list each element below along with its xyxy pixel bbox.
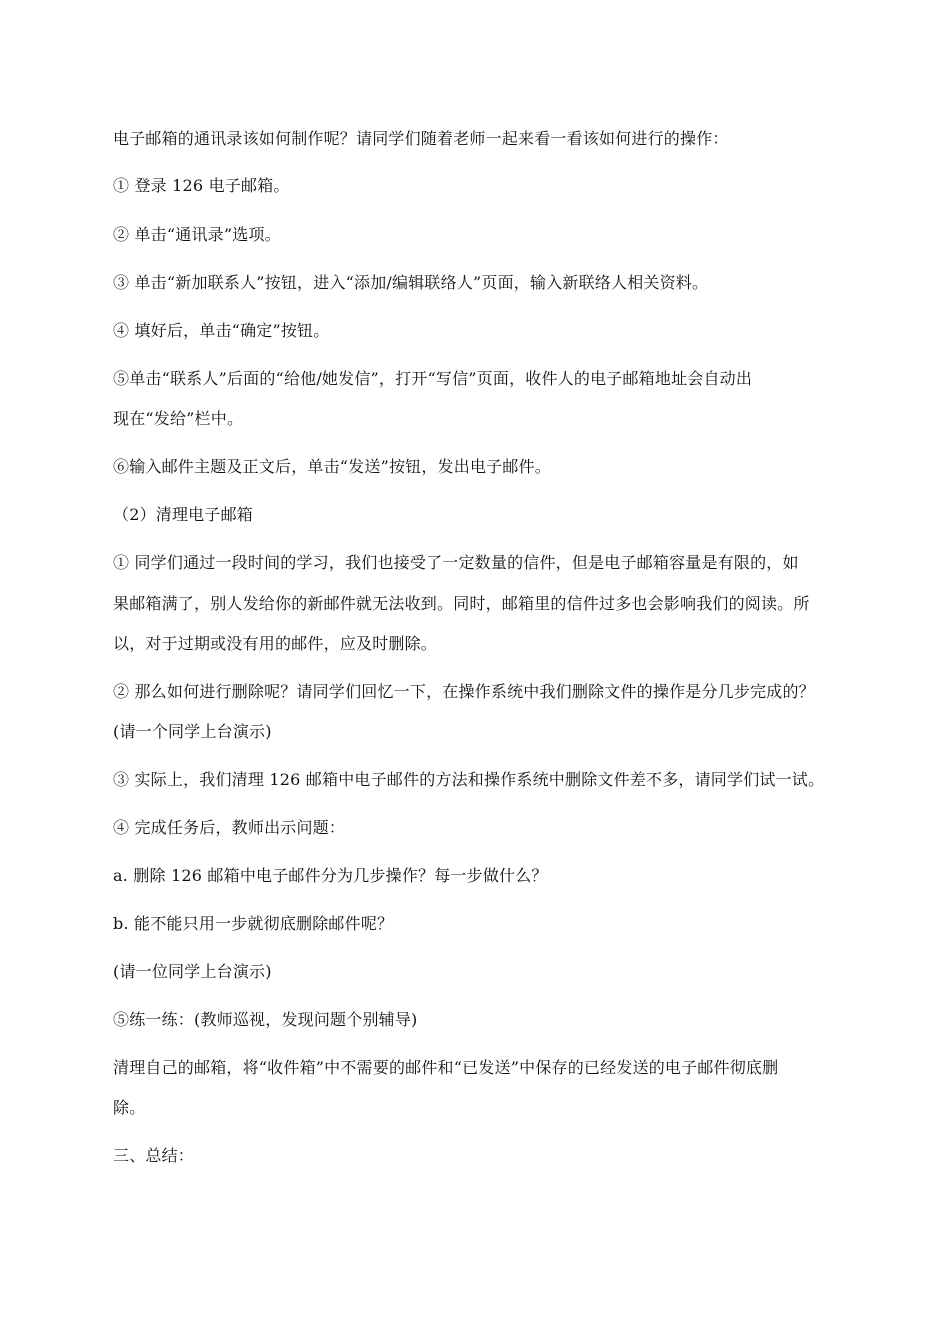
step-5-send-line-1: ⑤单击“联系人”后面的“给他/她发信”，打开“写信”页面，收件人的电子邮箱地址会自动出 <box>113 369 753 388</box>
question-b: b. 能不能只用一步就彻底删除邮件呢？ <box>113 914 394 933</box>
clean-point-1-line-2: 果邮箱满了，别人发给你的新邮件就无法收到。同时，邮箱里的信件过多也会影响我们的阅读。所 <box>113 594 810 613</box>
paragraph-intro: 电子邮箱的通讯录该如何制作呢？请同学们随着老师一起来看一看该如何进行的操作： <box>113 129 729 148</box>
clean-point-1-line-1: ① 同学们通过一段时间的学习，我们也接受了一定数量的信件，但是电子邮箱容量是有限的，如 <box>113 553 799 572</box>
step-6-compose: ⑥输入邮件主题及正文后，单击“发送”按钮，发出电子邮件。 <box>113 457 551 476</box>
demo-note: (请一位同学上台演示) <box>113 962 272 981</box>
practice-task-line-2: 除。 <box>113 1098 146 1117</box>
practice-task-line-1: 清理自己的邮箱，将“收件箱”中不需要的邮件和“已发送”中保存的已经发送的电子邮件彻底删 <box>113 1058 779 1077</box>
step-5-send-line-2: 现在“发给”栏中。 <box>113 409 244 428</box>
clean-point-2-line-2: (请一个同学上台演示) <box>113 722 272 741</box>
clean-point-4: ④ 完成任务后，教师出示问题： <box>113 818 346 837</box>
clean-point-3: ③ 实际上，我们清理 126 邮箱中电子邮件的方法和操作系统中删除文件差不多，请同学们试一试。 <box>113 770 825 789</box>
step-4-confirm: ④ 填好后，单击“确定”按钮。 <box>113 321 330 340</box>
summary-heading: 三、总结： <box>113 1146 195 1165</box>
step-2-contacts: ② 单击“通讯录”选项。 <box>113 225 281 244</box>
practice-heading: ⑤练一练：(教师巡视，发现问题个别辅导) <box>113 1010 418 1029</box>
question-a: a. 删除 126 邮箱中电子邮件分为几步操作？每一步做什么？ <box>113 866 548 885</box>
section-heading-clean-mailbox: （2）清理电子邮箱 <box>113 505 253 524</box>
step-1-login: ① 登录 126 电子邮箱。 <box>113 176 290 195</box>
step-3-add-contact: ③ 单击“新加联系人”按钮，进入“添加/编辑联络人”页面，输入新联络人相关资料。 <box>113 273 709 292</box>
clean-point-1-line-3: 以，对于过期或没有用的邮件，应及时删除。 <box>113 634 438 653</box>
clean-point-2-line-1: ② 那么如何进行删除呢？请同学们回忆一下，在操作系统中我们删除文件的操作是分几步完成的？ <box>113 682 815 701</box>
